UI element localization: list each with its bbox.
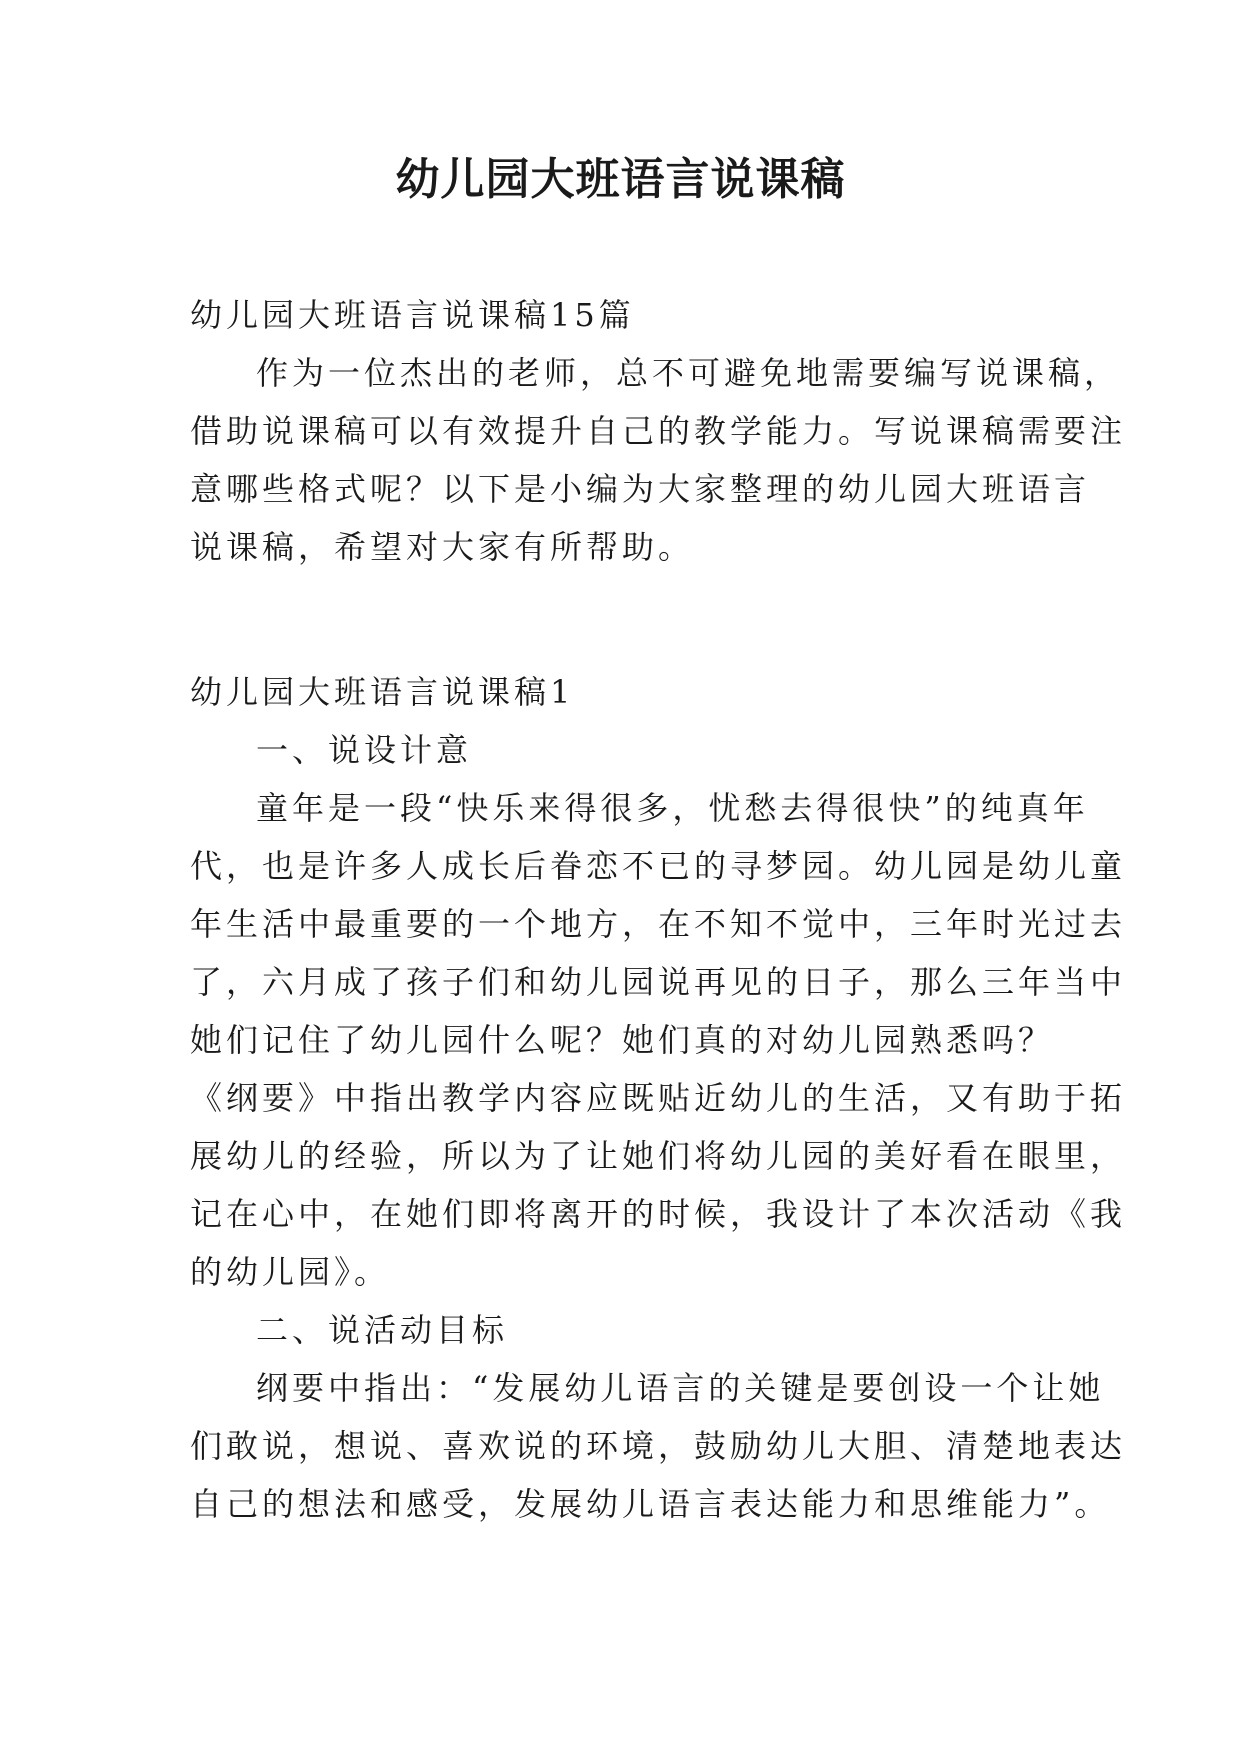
intro-paragraph bbox=[190, 344, 1127, 576]
part1-heading: 一、说设计意 bbox=[256, 731, 473, 769]
section-title: 幼儿园大班语言说课稿1 bbox=[190, 673, 575, 711]
part1-line: 代，也是许多人成长后眷恋不已的寻梦园。幼儿园是幼儿童 bbox=[190, 847, 1127, 885]
document-body bbox=[190, 286, 1127, 1533]
part1-line: 了，六月成了孩子们和幼儿园说再见的日子，那么三年当中 bbox=[190, 963, 1127, 1001]
part2-heading: 二、说活动目标 bbox=[256, 1311, 509, 1349]
paragraph-gap bbox=[190, 576, 1070, 663]
part1-line: 年生活中最重要的一个地方，在不知不觉中，三年时光过去 bbox=[190, 905, 1127, 943]
document-title: 幼儿园大班语言说课稿 bbox=[395, 154, 846, 205]
part1-line: 的幼儿园》。 bbox=[190, 1253, 391, 1291]
part2-line: 自己的想法和感受，发展幼儿语言表达能力和思维能力”。 bbox=[190, 1485, 1111, 1523]
intro-line: 意哪些格式呢？以下是小编为大家整理的幼儿园大班语言 bbox=[190, 470, 1091, 508]
part2-line: 们敢说，想说、喜欢说的环境，鼓励幼儿大胆、清楚地表达 bbox=[190, 1427, 1127, 1465]
part1-line: 童年是一段“快乐来得很多，忧愁去得很快”的纯真年 bbox=[256, 789, 1089, 827]
intro-line: 借助说课稿可以有效提升自己的教学能力。写说课稿需要注 bbox=[190, 412, 1127, 450]
intro-line: 作为一位杰出的老师，总不可避免地需要编写说课稿， bbox=[256, 354, 1121, 392]
intro-line: 说课稿，希望对大家有所帮助。 bbox=[190, 528, 695, 566]
document-subtitle: 幼儿园大班语言说课稿15篇 bbox=[190, 296, 635, 334]
part1-line: 《纲要》中指出教学内容应既贴近幼儿的生活，又有助于拓 bbox=[190, 1079, 1127, 1117]
part1-line: 她们记住了幼儿园什么呢？她们真的对幼儿园熟悉吗？ bbox=[190, 1021, 1055, 1059]
part1-line: 展幼儿的经验，所以为了让她们将幼儿园的美好看在眼里， bbox=[190, 1137, 1127, 1175]
part1-paragraph bbox=[190, 779, 1127, 1301]
part2-line: 纲要中指出：“发展幼儿语言的关键是要创设一个让她 bbox=[256, 1369, 1105, 1407]
part2-paragraph bbox=[190, 1359, 1127, 1533]
part1-line: 记在心中，在她们即将离开的时候，我设计了本次活动《我 bbox=[190, 1195, 1127, 1233]
